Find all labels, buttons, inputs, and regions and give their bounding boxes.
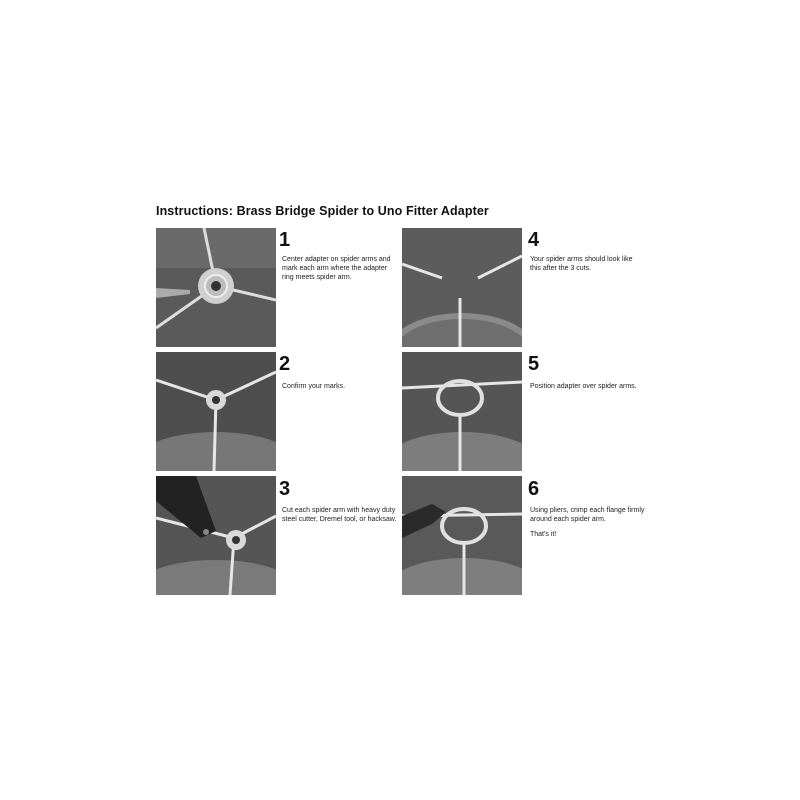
step-6-text (530, 506, 645, 545)
step-3-number: 3 (279, 478, 291, 500)
step-6-number: 6 (528, 478, 540, 500)
step-5-photo (402, 352, 522, 471)
step-5-description: Position adapter over spider arms. (530, 383, 637, 390)
step-2-description: Confirm your marks. (282, 383, 346, 390)
step-3-description: Cut each spider arm with heavy duty steel cutter, Dremel tool, or hacksaw. (282, 507, 397, 523)
step-1-photo (156, 228, 276, 347)
step-3-photo (156, 476, 276, 595)
step-3-text (282, 506, 397, 530)
step-1-text (282, 255, 397, 288)
step-5-text (530, 382, 645, 397)
step-1-description: Center adapter on spider arms and mark each arm where the adapter ring meets spider arm. (282, 256, 391, 281)
step-6-closing: That's it! (530, 531, 557, 538)
step-4-photo (402, 228, 522, 347)
instructions-title: Instructions: Brass Bridge Spider to Uno Fitter Adapter (156, 204, 489, 218)
step-5-number: 5 (528, 353, 540, 375)
step-2-text (282, 382, 397, 397)
step-1-number: 1 (279, 229, 291, 251)
step-4-text (530, 255, 645, 279)
step-2-photo (156, 352, 276, 471)
step-4-number: 4 (528, 229, 540, 251)
step-6-photo (402, 476, 522, 595)
step-6-description: Using pliers, crimp each flange firmly around each spider arm. (530, 507, 645, 523)
step-2-number: 2 (279, 353, 291, 375)
step-4-description: Your spider arms should look like this after the 3 cuts. (530, 256, 633, 272)
